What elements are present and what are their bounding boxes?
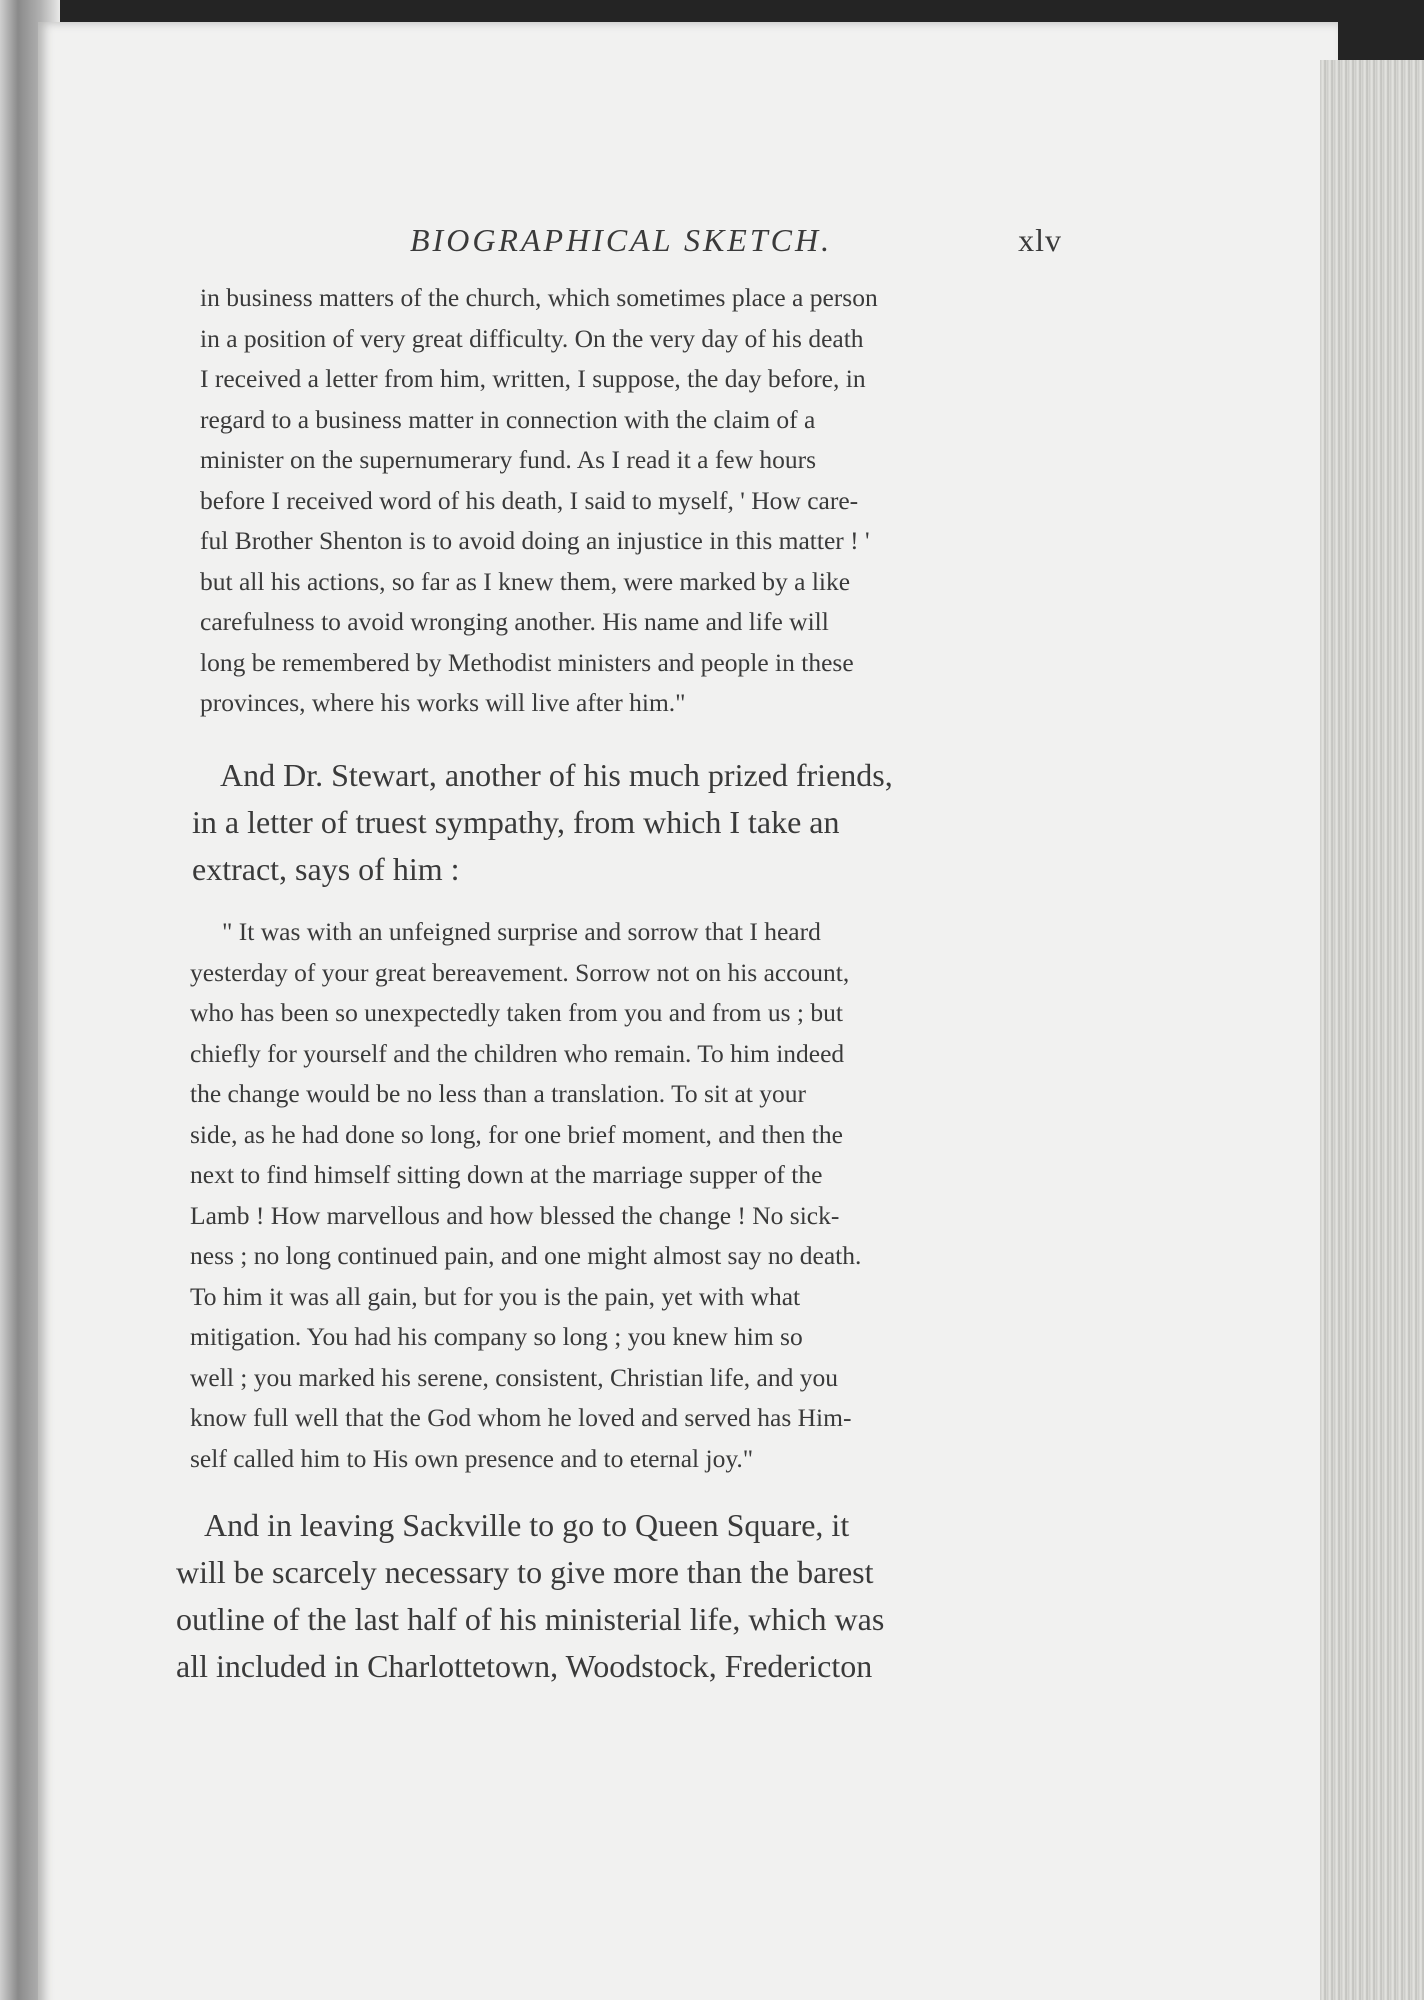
text-line: And in leaving Sackville to go to Queen Square, it (204, 1507, 850, 1543)
text-line: carefulness to avoid wronging another. His name and life will (200, 607, 829, 636)
text-line: ness ; no long continued pain, and one might almost say no death. (190, 1241, 862, 1270)
text-line: know full well that the God whom he loved and served has Him- (190, 1403, 852, 1432)
text-line: side, as he had done so long, for one brief moment, and then the (190, 1119, 843, 1149)
page-edges (1320, 60, 1424, 2000)
text-line: but all his actions, so far as I knew them, were marked by a like (200, 566, 851, 596)
text-line: long be remembered by Methodist ministers and people in these (200, 647, 854, 677)
text-line: who has been so unexpectedly taken from you and from us ; but (190, 998, 843, 1027)
page-header (200, 222, 1062, 268)
text-line: yesterday of your great bereavement. Sorrow not on his account, (190, 957, 850, 987)
text-line: And Dr. Stewart, another of his much prized friends, (220, 757, 893, 793)
text-line: chiefly for yourself and the children who remain. To him indeed (190, 1038, 845, 1068)
text-line: To him it was all gain, but for you is the pain, yet with what (190, 1281, 801, 1311)
paragraph-1 (192, 752, 1047, 893)
text-line: mitigation. You had his company so long ; you knew him so (190, 1322, 803, 1351)
quote-block-1 (200, 278, 1055, 724)
text-line: " It was with an unfeigned surprise and sorrow that I heard (222, 917, 821, 946)
text-line: before I received word of his death, I said to myself, ' How care- (200, 485, 859, 515)
paragraph-2 (176, 1502, 1028, 1690)
page-number: xlv (1018, 222, 1062, 258)
text-line: next to find himself sitting down at the marriage supper of the (190, 1160, 823, 1189)
text-line: ful Brother Shenton is to avoid doing an injustice in this matter ! ' (200, 526, 870, 555)
text-line: provinces, where his works will live after him." (200, 688, 686, 717)
text-line: in business matters of the church, which sometimes place a person (200, 283, 878, 312)
text-line: outline of the last half of his ministerial life, which was (176, 1601, 885, 1637)
quote-block-2 (190, 912, 1045, 1479)
text-line: all included in Charlottetown, Woodstock, Fredericton (176, 1648, 873, 1684)
text-line: the change would be no less than a translation. To sit at your (190, 1079, 806, 1108)
text-line: minister on the supernumerary fund. As I read it a few hours (200, 445, 817, 474)
text-line: self called him to His own presence and to eternal joy." (190, 1443, 754, 1473)
text-line: in a position of very great difficulty. On the very day of his death (200, 323, 864, 353)
running-head: BIOGRAPHICAL SKETCH. (410, 222, 833, 258)
text-line: well ; you marked his serene, consistent, Christian life, and you (190, 1362, 838, 1392)
text-line: Lamb ! How marvellous and how blessed the change ! No sick- (190, 1200, 840, 1230)
text-line: extract, says of him : (192, 851, 460, 887)
text-line: I received a letter from him, written, I suppose, the day before, in (200, 364, 866, 393)
text-line: regard to a business matter in connection with the claim of a (200, 404, 816, 434)
text-line: will be scarcely necessary to give more than the barest (176, 1554, 874, 1590)
text-line: in a letter of truest sympathy, from which I take an (192, 804, 840, 840)
